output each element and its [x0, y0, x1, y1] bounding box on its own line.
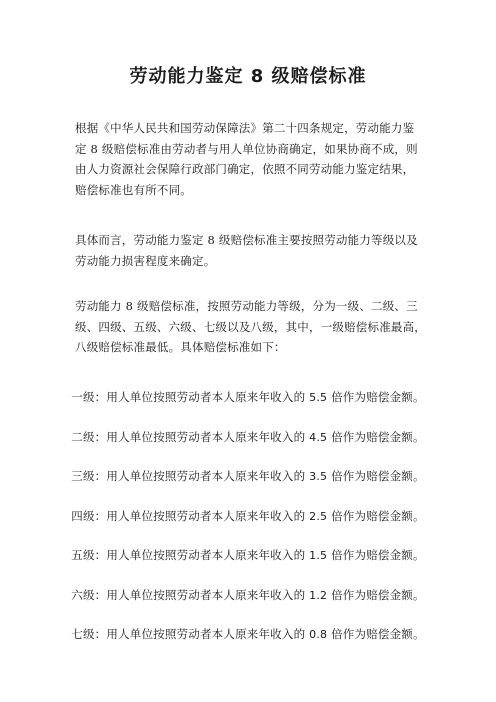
paragraph-specifics [75, 230, 427, 271]
grade-line-2 [0, 429, 496, 445]
document-title: 劳动能力鉴定 8 级赔偿标准 [129, 66, 367, 87]
grade-suffix: 倍作为赔偿金额。 [331, 390, 425, 404]
paragraph-line: 定 8 级赔偿标准由劳动者与用人单位协商确定，如果协商不成，则 [75, 141, 418, 156]
grade-suffix: 倍作为赔偿金额。 [331, 509, 425, 523]
paragraph-line: 根据《中华人民共和国劳动保障法》第二十四条规定，劳动能力鉴 [75, 121, 415, 135]
grade-multiple: 3.5 [309, 470, 328, 483]
grade-label: 七级：用人单位按照劳动者本人原来年收入的 [71, 627, 306, 641]
grade-line-4 [0, 508, 496, 524]
grade-line-7 [0, 626, 496, 642]
paragraph-line: 劳动能力 8 级赔偿标准，按照劳动能力等级，分为一级、二级、三 [75, 299, 418, 313]
grade-multiple: 4.5 [309, 431, 328, 444]
grade-label: 四级：用人单位按照劳动者本人原来年收入的 [71, 509, 306, 523]
paragraph-line: 劳动能力损害程度来确定。 [75, 253, 216, 268]
grade-label: 二级：用人单位按照劳动者本人原来年收入的 [71, 430, 306, 444]
grade-multiple: 5.5 [309, 391, 328, 404]
grade-suffix: 倍作为赔偿金额。 [331, 548, 425, 562]
grade-line-6 [0, 587, 496, 603]
grade-multiple: 1.5 [309, 549, 328, 562]
grade-label: 三级：用人单位按照劳动者本人原来年收入的 [71, 469, 306, 483]
grade-line-5 [0, 547, 496, 563]
grade-suffix: 倍作为赔偿金额。 [331, 430, 425, 444]
paragraph-line: 由人力资源社会保障行政部门确定，依照不同劳动能力鉴定结果， [75, 162, 415, 176]
grade-suffix: 倍作为赔偿金额。 [331, 627, 425, 641]
grade-multiple: 0.8 [309, 628, 328, 641]
grade-label: 五级：用人单位按照劳动者本人原来年收入的 [71, 548, 306, 562]
paragraph-line: 八级赔偿标准最低。具体赔偿标准如下： [75, 340, 286, 354]
paragraph-grade-overview [75, 296, 427, 358]
paragraph-line: 级、四级、五级、六级、七级以及八级，其中，一级赔偿标准最高， [75, 319, 426, 334]
paragraph-line: 具体而言，劳动能力鉴定 8 级赔偿标准主要按照劳动能力等级以及 [75, 233, 418, 247]
grade-multiple: 2.5 [309, 510, 328, 523]
grade-suffix: 倍作为赔偿金额。 [331, 588, 425, 602]
grade-multiple: 1.2 [309, 589, 328, 602]
grade-line-1 [0, 389, 496, 405]
paragraph-legal-basis [75, 118, 427, 200]
grade-label: 六级：用人单位按照劳动者本人原来年收入的 [71, 588, 306, 602]
paragraph-line: 赔偿标准也有所不同。 [75, 182, 192, 197]
grade-suffix: 倍作为赔偿金额。 [331, 469, 425, 483]
grade-label: 一级：用人单位按照劳动者本人原来年收入的 [71, 390, 306, 404]
grade-line-3 [0, 468, 496, 484]
